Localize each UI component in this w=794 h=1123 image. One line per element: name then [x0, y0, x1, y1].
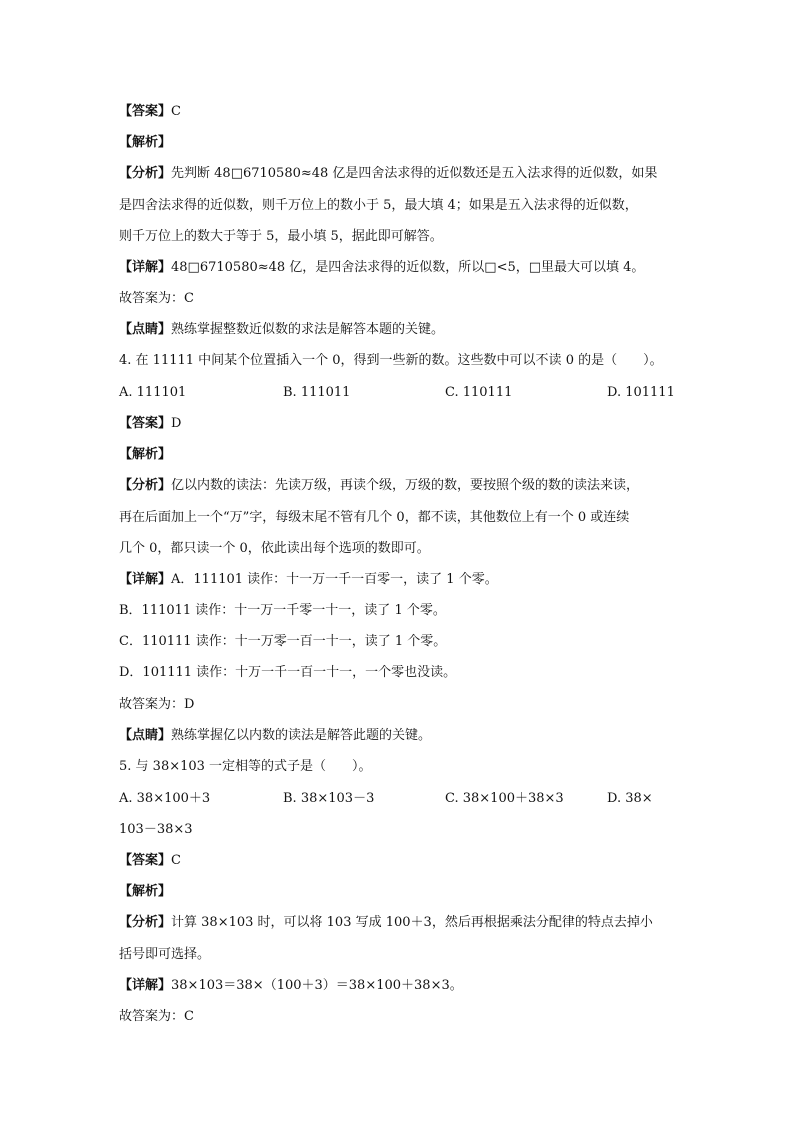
option-c: C. 38×100＋38×3 — [445, 791, 564, 806]
final-answer-line: 故答案为：C — [119, 1009, 194, 1024]
key-point-line: 【点睛】熟练掌握亿以内数的读法是解答此题的关键。 — [119, 728, 432, 743]
option-c: C. 110111 — [445, 385, 513, 400]
detail-line: 【详解】38×103＝38×（100＋3）＝38×100＋38×3。 — [119, 978, 463, 993]
answer-line: 【答案】C — [119, 853, 181, 868]
final-answer-line: 故答案为：D — [119, 697, 195, 712]
option-b: B. 111011 — [283, 385, 351, 400]
key-point-line: 【点睛】熟练掌握整数近似数的求法是解答本题的关键。 — [119, 322, 445, 337]
detail-line: 【详解】48□6710580≈48 亿，是四舍法求得的近似数，所以□<5，□里最大可以填 4。 — [119, 260, 645, 275]
analysis-paragraph-line: 【分析】先判断 48□6710580≈48 亿是四舍法求得的近似数还是五入法求得的近似数，如果 — [119, 166, 658, 181]
answer-line: 【答案】D — [119, 416, 182, 431]
detail-line: D．101111 读作：十万一千一百一十一，一个零也没读。 — [119, 665, 457, 680]
analysis-paragraph-line: 几个 0，都只读一个 0，依此读出每个选项的数即可。 — [119, 541, 430, 556]
detail-line: C．110111 读作：十一万零一百一十一，读了 1 个零。 — [119, 634, 447, 649]
analysis-paragraph-line: 括号即可选择。 — [119, 947, 211, 962]
analysis-paragraph-line: 是四舍法求得的近似数，则千万位上的数小于 5，最大填 4；如果是五入法求得的近似数， — [119, 198, 638, 213]
analysis-header: 【解析】 — [119, 447, 172, 462]
analysis-header: 【解析】 — [119, 884, 172, 899]
option-a: A. 38×100＋3 — [119, 791, 211, 806]
option-a: A. 111101 — [119, 385, 187, 400]
analysis-paragraph-line: 再在后面加上一个“万”字，每级末尾不管有几个 0，都不读，其他数位上有一个 0 或连续 — [119, 510, 630, 525]
option-b: B. 38×103－3 — [283, 791, 375, 806]
detail-line: 【详解】A．111101 读作：十一万一千一百零一，读了 1 个零。 — [119, 572, 498, 587]
detail-line: B．111011 读作：十一万一千零一十一，读了 1 个零。 — [119, 603, 446, 618]
option-d: D. 38× — [607, 791, 653, 806]
answer-line: 【答案】C — [119, 104, 181, 119]
option-d-continuation: 103－38×3 — [119, 822, 193, 837]
option-d: D. 101111 — [607, 385, 675, 400]
analysis-paragraph-line: 【分析】计算 38×103 时，可以将 103 写成 100＋3，然后再根据乘法分配律的特点去掉小 — [119, 915, 653, 930]
analysis-paragraph-line: 【分析】亿以内数的读法：先读万级，再读个级，万级的数，要按照个级的数的读法来读， — [119, 478, 640, 493]
final-answer-line: 故答案为：C — [119, 291, 194, 306]
analysis-header: 【解析】 — [119, 135, 172, 150]
question-4-stem: 4. 在 11111 中间某个位置插入一个 0，得到一些新的数。这些数中可以不读 0 的是（ ）。 — [119, 353, 663, 368]
question-5-stem: 5. 与 38×103 一定相等的式子是（ ）。 — [119, 759, 372, 774]
analysis-paragraph-line: 则千万位上的数大于等于 5，最小填 5，据此即可解答。 — [119, 229, 443, 244]
